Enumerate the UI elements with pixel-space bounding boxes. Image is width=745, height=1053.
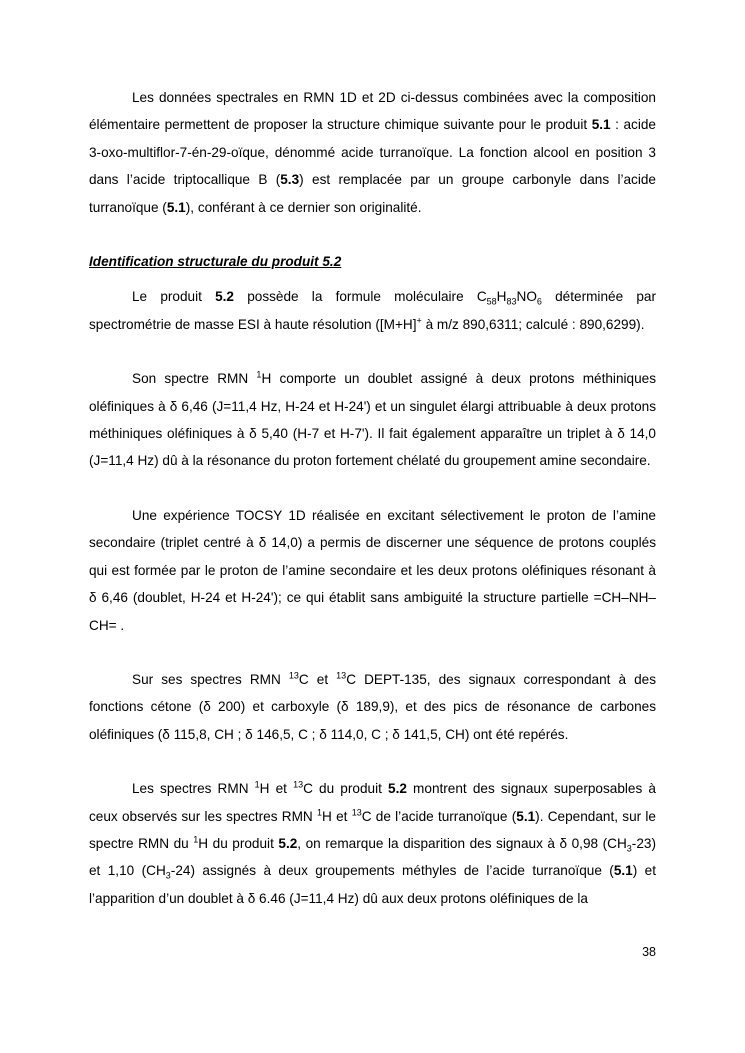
subscript: 3 (165, 871, 171, 882)
subscript: 6 (536, 297, 542, 308)
paragraph-tocsy (89, 502, 656, 639)
text-run: H et (322, 808, 352, 824)
subscript: 3 (626, 843, 632, 854)
superscript: + (416, 315, 422, 326)
text-run: Une expérience TOCSY 1D réalisée en excitant sélectivement le proton de l’amine secondaire (triplet centré à δ 14,0) a permis de discerner une séquence de protons couplés qui est formée par le proton de l’amine secondaire et les deux protons oléfiniques résonant à δ 6,46 (doublet, H-24 et H-24'); ce qui établit sans ambiguité la structure partielle =CH–NH–CH= . (89, 507, 656, 633)
compound-ref: 5.1 (166, 199, 186, 215)
superscript: 13 (293, 779, 304, 790)
paragraph-gap (89, 221, 656, 248)
text-run: Sur ses spectres RMN (132, 671, 289, 687)
paragraph-gap (89, 748, 656, 775)
subscript: 58 (486, 297, 497, 308)
text-run: ), conférant à ce dernier son originalité. (185, 199, 422, 215)
text-run: Les spectres RMN (132, 781, 255, 797)
compound-ref: 5.3 (280, 172, 300, 188)
compound-ref: 5.2 (215, 289, 234, 305)
text-run: -23) et 1,10 (CH (89, 835, 656, 879)
text-run: : acide 3-oxo-multiflor-7-én-29-oïque, dénommé acide turranoïque. La fonction alcool en position 3 dans l’acide triptocallique B ( (89, 117, 656, 188)
text-run: ). Cependant, sur le spectre RMN du (89, 808, 656, 851)
text-run: , on remarque la disparition des signaux à δ 0,98 (CH (297, 835, 627, 851)
subscript: 83 (506, 297, 517, 308)
text-run: H (496, 289, 507, 305)
text-run: déterminée par spectrométrie de masse ESI à haute résolution ([M+H] (89, 289, 656, 332)
text-run: Son spectre RMN (132, 371, 257, 387)
text-run: H comporte un doublet assigné à deux protons méthiniques oléfiniques à δ 6,46 (J=11,4 Hz, H-24 et H-24') et un singulet élargi attribuable à deux protons méthiniques oléfiniques à δ 5,40 (H-7 et H-7'). Il fait également apparaître un triplet à δ 14,0 (J=11,4 Hz) dû à la résonance du proton fortement chélaté du groupement amine secondaire. (89, 371, 656, 469)
compound-ref: 5.2 (388, 781, 407, 797)
superscript: 13 (288, 670, 299, 681)
superscript: 13 (351, 807, 362, 817)
superscript: 1 (256, 369, 262, 380)
text-run: NO (516, 289, 537, 305)
superscript: 1 (193, 834, 199, 845)
paragraph-gap (89, 639, 656, 666)
superscript: 1 (254, 779, 260, 790)
text-run: H du produit (198, 835, 279, 851)
compound-ref: 5.1 (591, 117, 611, 133)
text-run: à m/z 890,6311; calculé : 890,6299). (421, 316, 645, 332)
document-body (89, 84, 656, 912)
superscript: 13 (336, 670, 347, 681)
paragraph-structure-5-1 (89, 84, 656, 221)
text-run: -24) assignés à deux groupements méthyles de l’acide turranoïque ( (170, 863, 614, 879)
section-heading: Identification structurale du produit 5.2 (89, 254, 342, 270)
compound-ref: 5.1 (516, 808, 536, 824)
paragraph-1h-nmr (89, 365, 656, 475)
text-run: C et (298, 671, 337, 687)
text-run: C DEPT-135, des signaux correspondant à des fonctions cétone (δ 200) et carboxyle (δ 189,9), et des pics de résonance de carbones oléfiniques (δ 115,8, CH ; δ 146,5, C ; δ 114,0, C ; δ 141,5, CH) ont été repérés. (89, 671, 656, 742)
paragraph-13c-nmr (89, 666, 656, 748)
text-run: H et (259, 781, 294, 797)
compound-ref: 5.2 (278, 835, 298, 851)
paragraph-gap (89, 475, 656, 502)
page-number: 38 (642, 945, 656, 959)
compound-ref: 5.1 (613, 863, 633, 879)
text-run: Les données spectrales en RMN 1D et 2D ci-dessus combinées avec la composition élémentaire permettent de proposer la structure chimique suivante pour le produit (89, 90, 656, 133)
text-run: C du produit (303, 781, 389, 797)
text-run: possède la formule moléculaire C (234, 289, 487, 305)
text-run: C de l’acide turranoïque ( (361, 808, 517, 824)
text-run: ) et l’apparition d’un doublet à δ 6.46 (J=11,4 Hz) dû aux deux protons oléfiniques de la (89, 863, 656, 906)
paragraph-comparison (89, 775, 656, 912)
paragraph-gap (89, 338, 656, 365)
paragraph-formula (89, 283, 656, 338)
text-run: Le produit (132, 289, 216, 305)
text-run: montrent des signaux superposables à ceux observés sur les spectres RMN (89, 781, 656, 824)
superscript: 1 (317, 807, 323, 817)
text-run: ) est remplacée par un groupe carbonyle dans l’acide turranoïque ( (89, 172, 656, 215)
